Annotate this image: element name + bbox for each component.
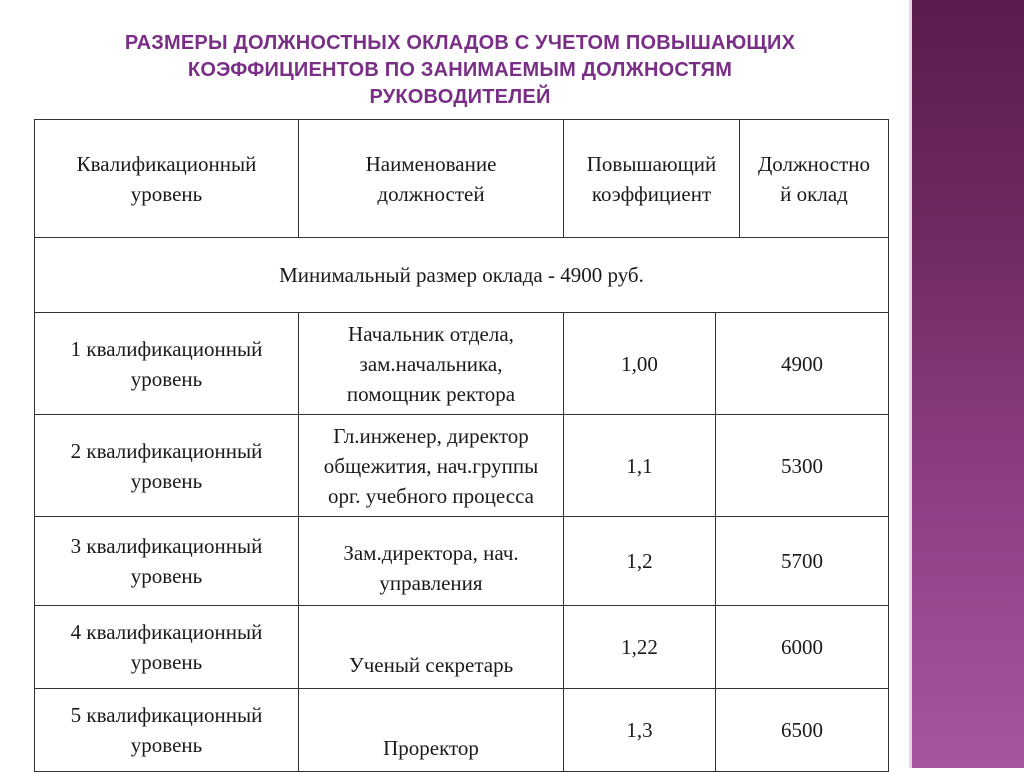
- decorative-side-band: [912, 0, 1024, 768]
- salary-table: [34, 119, 889, 772]
- header-position-name: Наименование должностей: [299, 120, 564, 238]
- page-title: [40, 30, 880, 111]
- title-line-1: РАЗМЕРЫ ДОЛЖНОСТНЫХ ОКЛАДОВ С УЧЕТОМ ПОВЫШАЮЩИХ: [124, 32, 796, 54]
- salary-cell: 6500: [716, 689, 889, 772]
- coefficient-cell: 1,1: [564, 415, 716, 517]
- position-cell: Ученый секретарь: [299, 606, 564, 689]
- level-cell: 5 квалификационный уровень: [35, 689, 299, 772]
- position-cell: Начальник отдела, зам.начальника, помощник ректора: [299, 313, 564, 415]
- table-row: [35, 606, 889, 689]
- level-cell: 1 квалификационный уровень: [35, 313, 299, 415]
- position-cell: Зам.директора, нач. управления: [299, 517, 564, 606]
- table-row: [35, 415, 889, 517]
- table-row: [35, 313, 889, 415]
- coefficient-cell: 1,2: [564, 517, 716, 606]
- header-level: Квалификационный уровень: [35, 120, 299, 238]
- title-line-2: КОЭФФИЦИЕНТОВ ПО ЗАНИМАЕМЫМ ДОЛЖНОСТЯМ: [187, 59, 733, 81]
- coefficient-cell: 1,00: [564, 313, 716, 415]
- coefficient-cell: 1,22: [564, 606, 716, 689]
- salary-cell: 5700: [716, 517, 889, 606]
- salary-cell: 5300: [716, 415, 889, 517]
- header-coefficient: Повышающий коэффициент: [564, 120, 740, 238]
- level-cell: 3 квалификационный уровень: [35, 517, 299, 606]
- table-row: [35, 517, 889, 606]
- salary-cell: 4900: [716, 313, 889, 415]
- min-salary-cell: Минимальный размер оклада - 4900 руб.: [35, 238, 889, 313]
- title-line-3: РУКОВОДИТЕЛЕЙ: [369, 86, 551, 108]
- table-header-row: [35, 120, 889, 238]
- min-salary-row: [35, 238, 889, 313]
- position-cell: Гл.инженер, директор общежития, нач.группы орг. учебного процесса: [299, 415, 564, 517]
- coefficient-cell: 1,3: [564, 689, 716, 772]
- header-salary: Должностно й оклад: [740, 120, 889, 238]
- level-cell: 4 квалификационный уровень: [35, 606, 299, 689]
- table-row: [35, 689, 889, 772]
- salary-cell: 6000: [716, 606, 889, 689]
- position-cell: Проректор: [299, 689, 564, 772]
- level-cell: 2 квалификационный уровень: [35, 415, 299, 517]
